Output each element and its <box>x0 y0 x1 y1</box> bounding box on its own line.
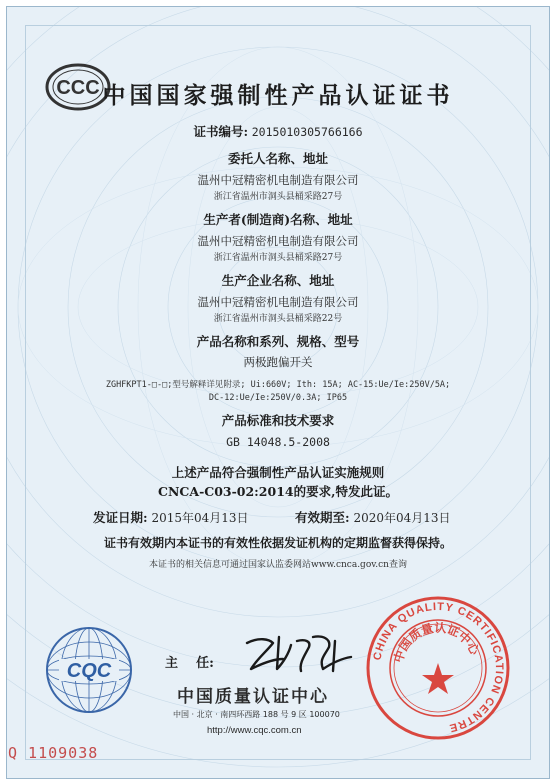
statement-line2: CNCA-C03-02:2014的要求,特发此证。 <box>158 484 398 499</box>
manufacturer-address: 浙江省温州市洞头县桶采路27号 <box>213 253 343 263</box>
valid-date-label: 有效期至: <box>295 510 350 525</box>
issuer-website: http://www.cqc.com.cn <box>207 725 302 736</box>
svg-text:中国质量认证中心 <box>390 620 483 664</box>
valid-date-row <box>295 508 451 526</box>
issuer-address: 中国 · 北京 · 南四环西路 188 号 9 区 100070 <box>173 710 340 719</box>
factory-address: 浙江省温州市洞头县桶采路22号 <box>213 314 343 324</box>
statement-line1: 上述产品符合强制性产品认证实施规则 <box>171 465 385 480</box>
standard-value: GB 14048.5-2008 <box>226 435 330 449</box>
seal-outer-text: CHINA QUALITY CERTIFICATION CENTRE <box>371 600 506 734</box>
issue-date: 2015年04月13日 <box>151 511 249 525</box>
standard-heading: 产品标准和技术要求 <box>221 413 335 428</box>
product-heading: 产品名称和系列、规格、型号 <box>196 334 360 349</box>
ccc-logo-text: CCC <box>56 77 100 99</box>
certificate-title: 中国国家强制性产品认证证书 <box>102 83 454 109</box>
manufacturer-name: 温州中冠精密机电制造有限公司 <box>197 234 359 248</box>
director-label: 主 任: <box>165 656 214 671</box>
product-name: 两极跑偏开关 <box>243 355 313 369</box>
manufacturer-heading: 生产者(制造商)名称、地址 <box>203 212 353 227</box>
valid-date: 2020年04月13日 <box>353 511 451 525</box>
client-heading: 委托人名称、地址 <box>227 151 328 166</box>
seal-star-icon <box>422 663 454 694</box>
product-spec-line1: ZGHFKPT1-□-□;型号解释详见附录; Ui:660V; Ith: 15A; AC-15:Ue/Ie:250V/5A; <box>105 380 451 390</box>
certificate-number-label: 证书编号: <box>193 124 249 139</box>
cqc-logo-text: CQC <box>66 660 112 682</box>
factory-heading: 生产企业名称、地址 <box>221 273 335 288</box>
factory-name: 温州中冠精密机电制造有限公司 <box>197 295 359 309</box>
issue-date-label: 发证日期: <box>93 510 148 525</box>
seal-inner-text: 中国质量认证中心 <box>391 620 482 665</box>
certificate-page <box>6 6 550 779</box>
cqc-logo <box>41 625 137 715</box>
issue-date-row <box>93 508 249 526</box>
certificate-number: 2015010305766166 <box>251 125 363 139</box>
product-spec-line2: DC-12:Ue/Ie:250V/0.3A; IP65 <box>208 393 348 403</box>
validity-notice: 证书有效期内本证书的有效性依据发证机构的定期监督获得保持。 <box>103 536 452 550</box>
issuer-name: 中国质量认证中心 <box>177 687 329 707</box>
official-seal <box>363 593 513 743</box>
certificate-number-row <box>7 122 549 140</box>
director-signature <box>239 629 359 677</box>
certificate-serial: Q 1109038 <box>8 744 99 762</box>
client-address: 浙江省温州市洞头县桶采路27号 <box>213 192 343 202</box>
info-notice: 本证书的相关信息可通过国家认监委网站www.cnca.gov.cn查询 <box>149 560 407 570</box>
client-name: 温州中冠精密机电制造有限公司 <box>197 173 359 187</box>
